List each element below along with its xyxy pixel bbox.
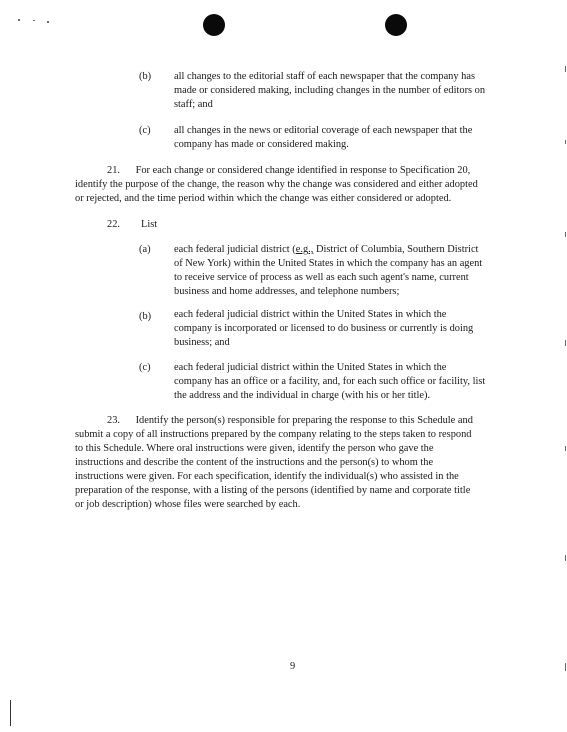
item-b-line: staff; and: [174, 99, 213, 110]
item-a-line: of New York) within the United States in which the company has an agent: [174, 258, 483, 269]
scan-speck: [565, 446, 566, 451]
paragraph-23-line: 23. Identify the person(s) responsible for preparing the response to this Schedule and: [107, 415, 473, 426]
paragraph-21-line: 21. For each change or considered change identified in response to Specification 20,: [107, 165, 471, 176]
scan-speck: [33, 20, 35, 21]
paragraph-23-line: to this Schedule. Where oral instructions were given, identify the person who gave the: [75, 443, 434, 454]
scan-speck: [565, 66, 566, 72]
item-a-line: [174, 243, 478, 257]
item-a-text: each federal judicial district (: [174, 244, 296, 255]
paragraph-23-line: instructions were given. For each specification, identify the individual(s) who assisted in the: [75, 471, 459, 482]
punch-hole-left: [203, 14, 225, 36]
item-a-text: District of Columbia, Southern District: [313, 244, 479, 255]
item-label-c: (c): [139, 125, 151, 136]
item-b-line: company is incorporated or licensed to do business or currently is doing: [174, 323, 474, 334]
paragraph-23-line: instructions and describe the content of the instructions and the person(s) to whom the: [75, 457, 434, 468]
scan-speck: [565, 140, 566, 144]
item-b-line: all changes to the editorial staff of each newspaper that the company has: [174, 71, 476, 82]
paragraph-22-number: 22.: [107, 219, 120, 230]
scan-edge-mark: [10, 700, 11, 726]
item-c-line: the address and the individual in charge (with his or her title).: [174, 390, 431, 401]
item-c-line: company has made or considered making.: [174, 139, 349, 150]
item-label-b: (b): [139, 71, 152, 82]
scan-speck: [565, 340, 566, 346]
scan-speck: [565, 232, 566, 237]
item-label-b: (b): [139, 311, 152, 322]
item-b-line: each federal judicial district within the United States in which the: [174, 309, 447, 320]
paragraph-21-line: or rejected, and the time period within which the change was either considered or adopted.: [75, 193, 452, 204]
scan-speck: [47, 21, 49, 23]
paragraph-21-line: identify the purpose of the change, the reason why the change was considered and either adopted: [75, 179, 478, 190]
paragraph-23-line: preparation of the response, with a listing of the persons (identified by name and corporate title: [75, 485, 471, 496]
paragraph-22-heading: List: [141, 219, 158, 230]
scan-speck: [18, 19, 20, 21]
paragraph-23-line: or job description) whose files were searched by each.: [75, 499, 301, 510]
item-a-line: to receive service of process as well as each such agent's name, current: [174, 272, 469, 283]
item-c-line: all changes in the news or editorial coverage of each newspaper that the: [174, 125, 473, 136]
scan-speck: [565, 555, 566, 561]
item-a-line: business and home addresses, and telephone numbers;: [174, 286, 400, 297]
scan-speck: [565, 663, 566, 671]
paragraph-23-line: submit a copy of all instructions prepared by the company relating to the steps taken to respond: [75, 429, 472, 440]
eg-abbreviation: e.g.,: [295, 244, 314, 255]
item-label-c: (c): [139, 362, 151, 373]
item-c-line: company has an office or a facility, and, for each such office or facility, list: [174, 376, 486, 387]
item-b-line: made or considered making, including changes in the number of editors on: [174, 85, 486, 96]
item-b-line: business; and: [174, 337, 230, 348]
page-number: 9: [290, 661, 296, 672]
item-c-line: each federal judicial district within the United States in which the: [174, 362, 447, 373]
item-label-a: (a): [139, 244, 151, 255]
punch-hole-right: [385, 14, 407, 36]
